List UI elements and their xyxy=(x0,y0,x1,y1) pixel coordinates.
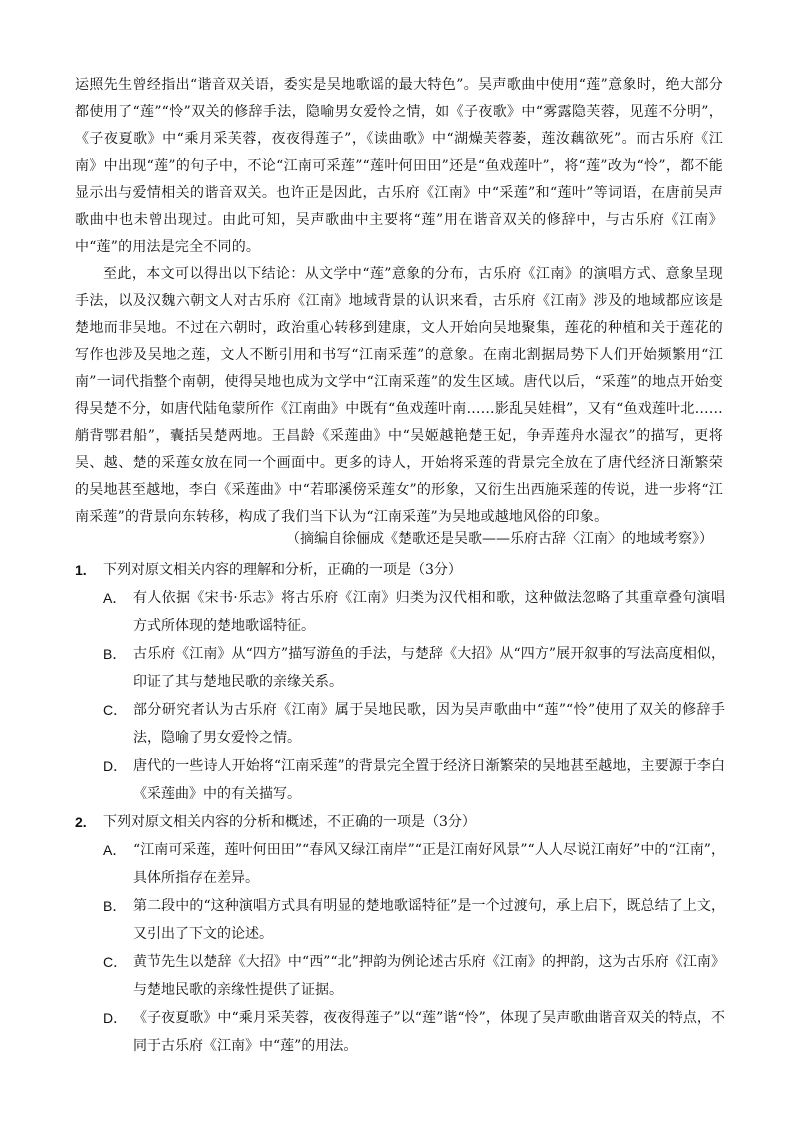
option-text: 《子夜夏歌》中“乘月采芙蓉，夜夜得莲子”以“莲”谐“怜”，体现了吴声歌曲谐音双关的特点，不同于古乐府《江南》中“莲”的用法。 xyxy=(133,1010,725,1054)
option-letter: B． xyxy=(103,646,127,662)
option-letter: A． xyxy=(103,842,127,858)
option-a[interactable] xyxy=(75,836,725,892)
passage-paragraph-1: 运照先生曾经指出“谐音双关语，委实是吴地歌谣的最大特色”。吴声歌曲中使用“莲”意象时，绝大部分都使用了“莲”“怜”双关的修辞手法，隐喻男女爱怜之情，如《子夜歌》中“雾露隐芙蓉，见莲不分明”，《子夜夏歌》中“乘月采芙蓉，夜夜得莲子”，《读曲歌》中“湖燥芙蓉萎，莲汝藕欲死”。而古乐府《江南》中出现“莲”的句子中，不论“江南可采莲”“莲叶何田田”还是“鱼戏莲叶”，将“莲”改为“怜”，都不能显示出与爱情相关的谐音双关。也许正是因此，古乐府《江南》中“采莲”和“莲叶”等词语，在唐前吴声歌曲中也未曾出现过。由此可知，吴声歌曲中主要将“莲”用在谐音双关的修辞中，与古乐府《江南》中“莲”的用法是完全不同的。 xyxy=(75,77,723,255)
option-letter: C． xyxy=(103,702,128,718)
question-list xyxy=(75,556,725,1060)
question-1 xyxy=(75,556,725,808)
option-letter: C． xyxy=(103,954,128,970)
question-stem xyxy=(75,808,725,836)
reading-passage xyxy=(75,72,723,531)
option-d[interactable] xyxy=(75,752,725,808)
question-text: 下列对原文相关内容的分析和概述，不正确的一项是（3分） xyxy=(103,814,476,830)
option-c[interactable] xyxy=(75,948,725,1004)
question-text: 下列对原文相关内容的理解和分析，正确的一项是（3分） xyxy=(103,562,462,578)
option-text: 唐代的一些诗人开始将“江南采莲”的背景完全置于经济日渐繁荣的吴地甚至越地，主要源于李白《采莲曲》中的有关描写。 xyxy=(133,758,725,802)
option-d[interactable] xyxy=(75,1004,725,1060)
option-text: 黄节先生以楚辞《大招》中“西”“北”押韵为例论述古乐府《江南》的押韵，这为古乐府《江南》与楚地民歌的亲缘性提供了证据。 xyxy=(133,954,725,998)
option-text: 古乐府《江南》从“四方”描写游鱼的手法，与楚辞《大招》从“四方”展开叙事的写法高度相似，印证了其与楚地民歌的亲缘关系。 xyxy=(133,646,725,690)
option-a[interactable] xyxy=(75,584,725,640)
option-text: 有人依据《宋书·乐志》将古乐府《江南》归类为汉代相和歌，这种做法忽略了其重章叠句演唱方式所体现的楚地歌谣特征。 xyxy=(133,590,725,634)
passage-paragraph-2: 至此，本文可以得出以下结论：从文学中“莲”意象的分布，古乐府《江南》的演唱方式、意象呈现手法，以及汉魏六朝文人对古乐府《江南》地域背景的认识来看，古乐府《江南》涉及的地域都应该是楚地而非吴地。不过在六朝时，政治重心转移到建康，文人开始向吴地聚集，莲花的种植和关于莲花的写作也涉及吴地之莲，文人不断引用和书写“江南采莲”的意象。在南北割据局势下人们开始频繁用“江南”一词代指整个南朝，使得吴地也成为文学中“江南采莲”的发生区域。唐代以后，“采莲”的地点开始变得吴楚不分，如唐代陆龟蒙所作《江南曲》中既有“鱼戏莲叶南……影乱吴娃楫”，又有“鱼戏莲叶北……艄背鄂君船”，囊括吴楚两地。王昌龄《采莲曲》中“吴姬越艳楚王妃，争弄莲舟水湿衣”的描写，更将吴、越、楚的采莲女放在同一个画面中。更多的诗人，开始将采莲的背景完全放在了唐代经济日渐繁荣的吴地甚至越地，李白《采莲曲》中“若耶溪傍采莲女”的形象，又衍生出西施采莲的传说，进一步将“江南采莲”的背景向东转移，构成了我们当下认为“江南采莲”为吴地或越地风俗的印象。 xyxy=(75,266,723,525)
option-letter: A． xyxy=(103,590,127,606)
option-b[interactable] xyxy=(75,892,725,948)
option-text: “江南可采莲，莲叶何田田”“春风又绿江南岸”“正是江南好风景”“人人尽说江南好”中的“江南”，具体所指存在差异。 xyxy=(133,842,725,886)
question-number: 2. xyxy=(75,814,87,830)
question-stem xyxy=(75,556,725,584)
option-text: 第二段中的“这种演唱方式具有明显的楚地歌谣特征”是一个过渡句，承上启下，既总结了上文，又引出了下文的论述。 xyxy=(133,898,725,942)
question-2 xyxy=(75,808,725,1060)
passage-source: （摘编自徐俪成《楚歌还是吴歌——乐府古辞〈江南〉的地域考察》） xyxy=(286,531,713,547)
option-letter: D． xyxy=(103,758,128,774)
question-number: 1. xyxy=(75,562,87,578)
option-c[interactable] xyxy=(75,696,725,752)
option-letter: D． xyxy=(103,1010,128,1026)
option-letter: B． xyxy=(103,898,127,914)
option-text: 部分研究者认为古乐府《江南》属于吴地民歌，因为吴声歌曲中“莲”“怜”使用了双关的修辞手法，隐喻了男女爱怜之情。 xyxy=(133,702,725,746)
option-b[interactable] xyxy=(75,640,725,696)
